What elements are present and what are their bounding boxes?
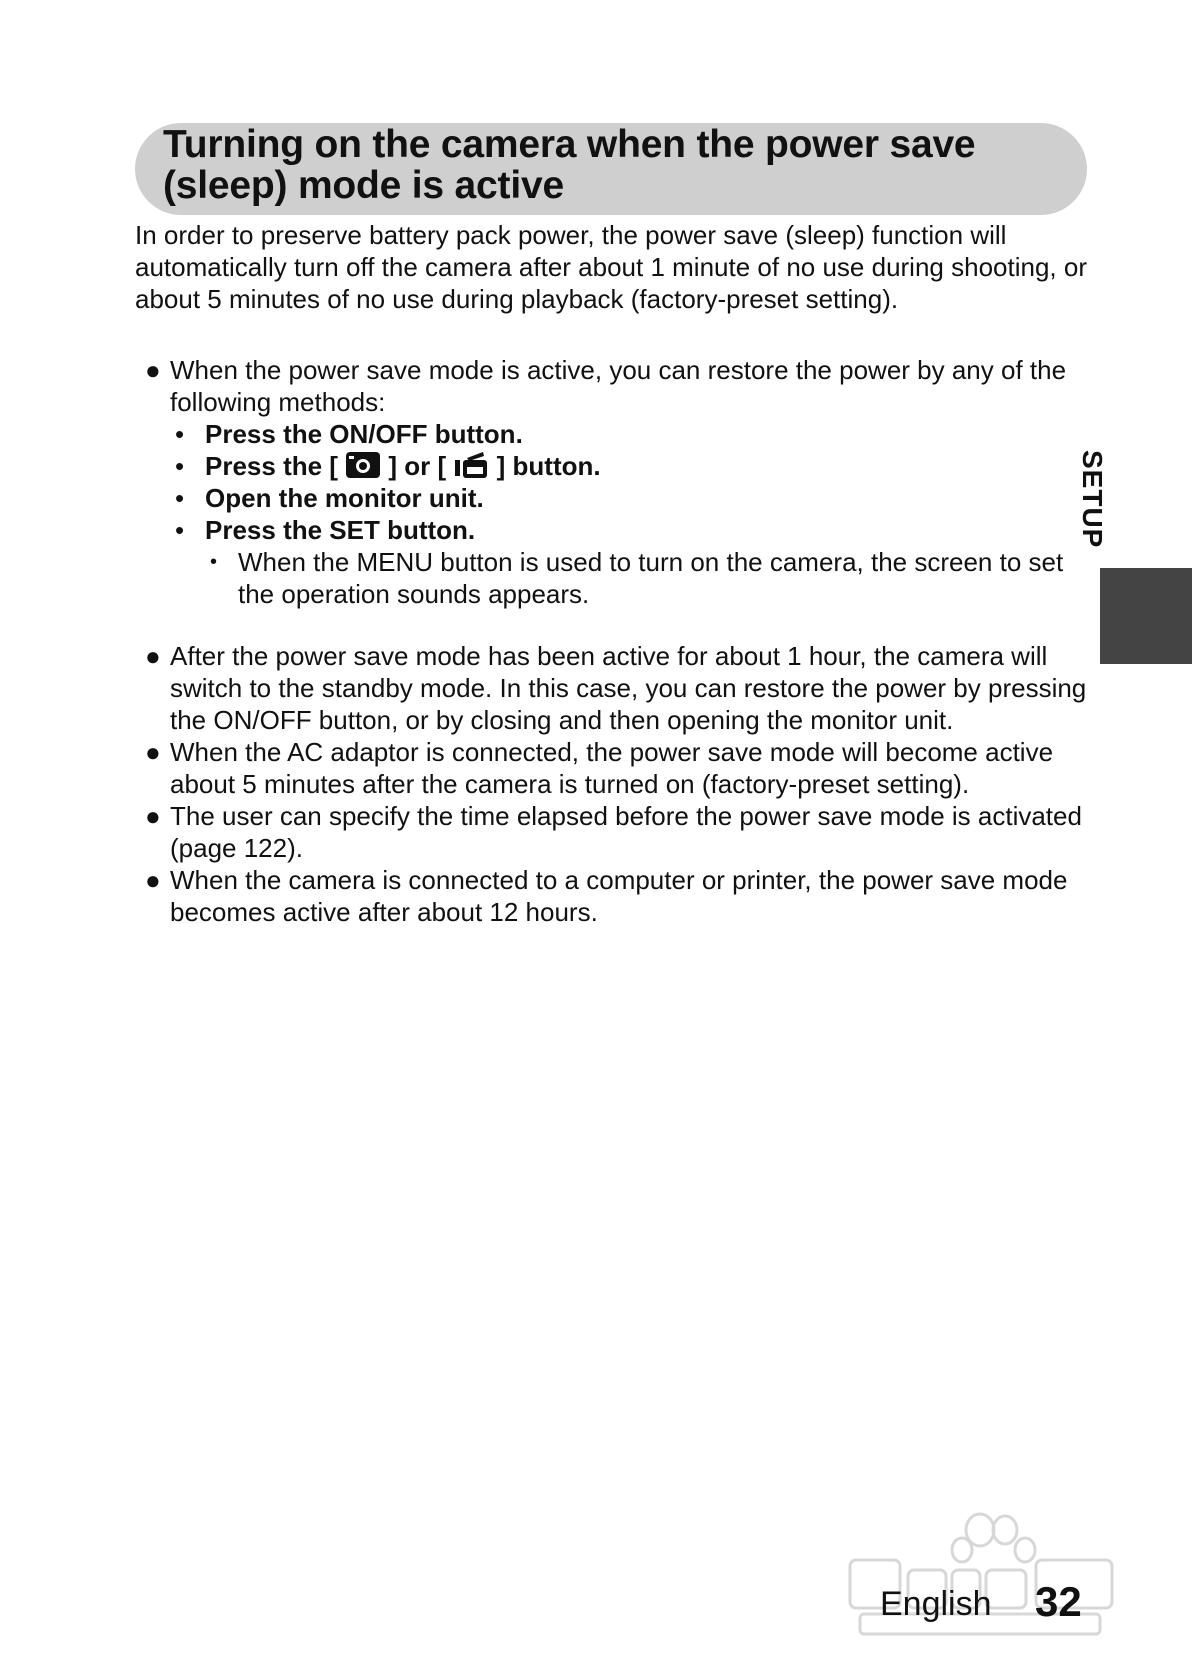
bullet-icon: ● (145, 737, 161, 767)
bullet-icon: ● (145, 641, 161, 671)
method-text: Open the monitor unit. (205, 483, 484, 513)
intro-paragraph: In order to preserve battery pack power, the power save (sleep) function will automatically turn off the camera after about 1 minute of no use during shooting, or about 5 minutes of no use during playback (factory-preset setting). (135, 220, 1087, 314)
list-item-text: When the camera is connected to a computer or printer, the power save mode becomes active after about 12 hours. (170, 865, 1068, 927)
list-item (135, 864, 1090, 928)
bullet-list-continued (135, 640, 1090, 928)
sub-bullet-icon: • (175, 419, 185, 449)
method-text: Press the SET button. (205, 515, 476, 545)
method-text: ] or [ (388, 451, 447, 481)
bullet-icon: ● (145, 801, 161, 831)
list-item (135, 800, 1090, 864)
method-text: Press the [ (205, 451, 338, 481)
list-item-text: After the power save mode has been active for about 1 hour, the camera will switch to the standby mode. In this case, you can restore the power by pressing the ON/OFF button, or by closing and then opening the monitor unit. (170, 641, 1087, 735)
method-text: Press the ON/OFF button. (205, 419, 523, 449)
footer-language: English (880, 1585, 992, 1623)
note-bullet-icon: • (210, 551, 218, 573)
page-title: Turning on the camera when the power save (sleep) mode is active (163, 123, 976, 207)
bullet-icon: ● (145, 355, 161, 385)
video-camera-icon (453, 451, 489, 479)
list-item (135, 736, 1090, 800)
camera-icon (345, 451, 381, 479)
method-item (135, 482, 1090, 514)
method-item (135, 514, 1090, 546)
list-item (135, 354, 1090, 418)
sub-bullet-icon: • (175, 515, 185, 545)
method-item (135, 450, 1090, 482)
section-side-tab (1100, 568, 1192, 664)
bullet-icon: ● (145, 865, 161, 895)
method-item (135, 418, 1090, 450)
bullet-list (135, 354, 1090, 610)
section-side-label: SETUP (1077, 450, 1108, 549)
list-item (135, 640, 1090, 736)
list-item-text: When the power save mode is active, you can restore the power by any of the following methods: (170, 355, 1067, 417)
list-item-text: When the AC adaptor is connected, the power save mode will become active about 5 minutes after the camera is turned on (factory-preset setting). (170, 737, 1054, 799)
note-text: When the MENU button is used to turn on the camera, the screen to set the operation sounds appears. (238, 547, 1064, 609)
method-note (135, 546, 1090, 610)
sub-bullet-icon: • (175, 483, 185, 513)
page-number: 32 (1035, 1578, 1082, 1625)
list-item-text: The user can specify the time elapsed before the power save mode is activated (page 122). (170, 801, 1082, 863)
sub-bullet-icon: • (175, 451, 185, 481)
method-text: ] button. (496, 451, 601, 481)
